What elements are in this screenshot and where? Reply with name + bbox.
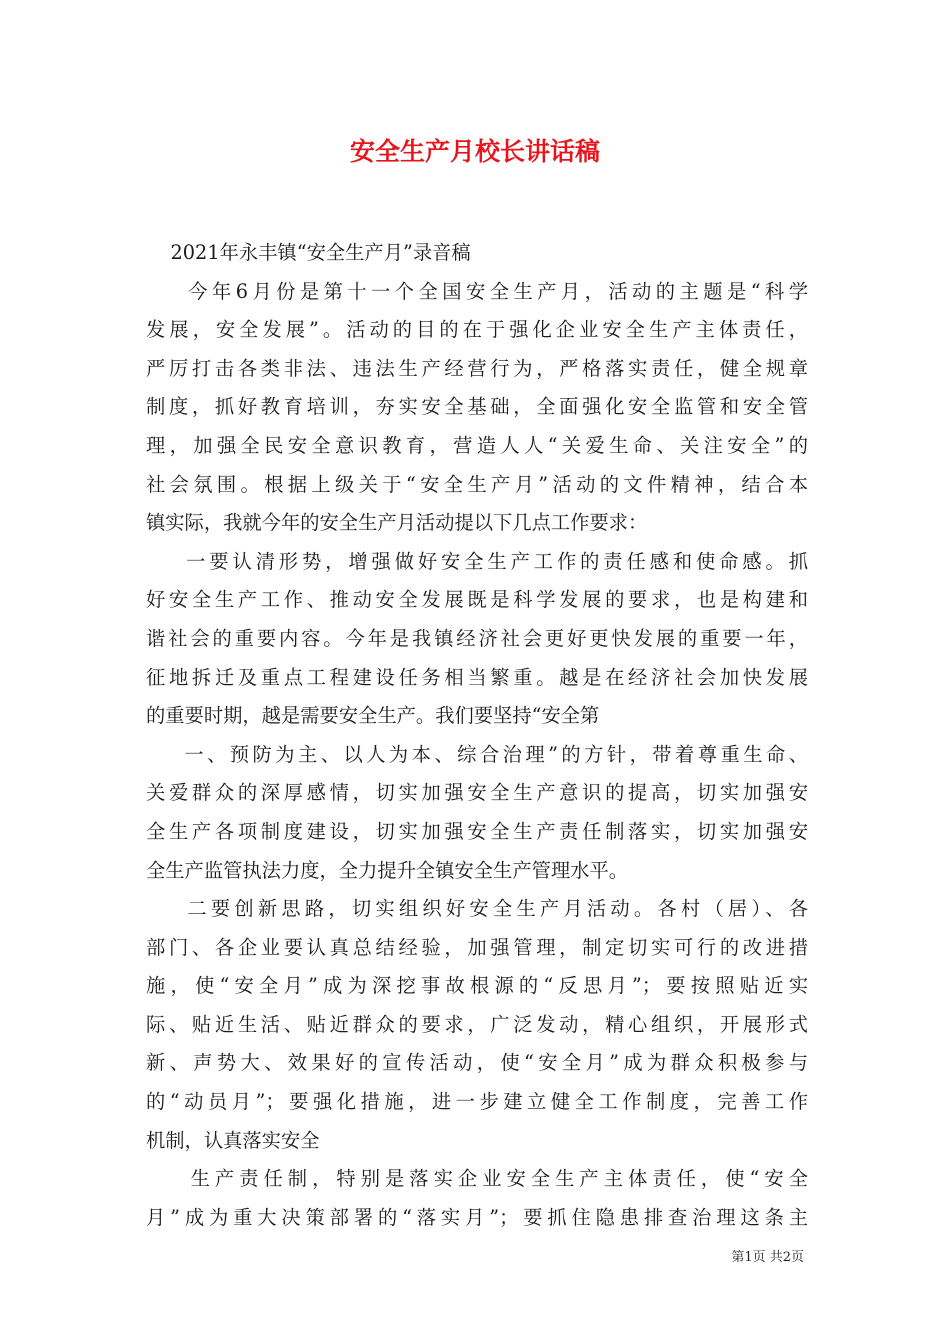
text-line: 施，使“安全月”成为深挖事故根源的“反思月”；要按照贴近实	[146, 974, 808, 998]
text-line: 际、贴近生活、贴近群众的要求，广泛发动，精心组织，开展形式	[146, 1012, 808, 1036]
text-line: 严厉打击各类非法、违法生产经营行为，严格落实责任，健全规章	[146, 356, 808, 380]
text-line: 制度，抓好教育培训，夯实安全基础，全面强化安全监管和安全管	[146, 395, 808, 419]
text-line: 谐社会的重要内容。今年是我镇经济社会更好更快发展的重要一年，	[146, 626, 808, 650]
text-line: 月”成为重大决策部署的“落实月”；要抓住隐患排查治理这条主	[146, 1205, 808, 1229]
text-line: 机制，认真落实安全	[146, 1128, 320, 1152]
document-title: 安全生产月校长讲话稿	[349, 137, 600, 166]
text-line: 今年6月份是第十一个全国安全生产月，活动的主题是“科学	[146, 279, 808, 303]
text-line: 关爱群众的深厚感情，切实加强安全生产意识的提高，切实加强安	[146, 781, 808, 805]
text-line: 好安全生产工作、推动安全发展既是科学发展的要求，也是构建和	[146, 588, 808, 612]
text-line: 的“动员月”；要强化措施，进一步建立健全工作制度，完善工作	[146, 1090, 808, 1114]
text-line: 一、预防为主、以人为本、综合治理”的方针，带着尊重生命、	[146, 742, 808, 766]
text-line: 生产责任制，特别是落实企业安全生产主体责任，使“安全	[146, 1167, 808, 1191]
page-number: 第1页 共2页	[731, 1250, 804, 1265]
text-line: 的重要时期，越是需要安全生产。我们要坚持“安全第	[146, 704, 600, 728]
text-line: 一要认清形势，增强做好安全生产工作的责任感和使命感。抓	[146, 549, 808, 573]
text-line: 理，加强全民安全意识教育，营造人人“关爱生命、关注安全”的	[146, 433, 808, 457]
text-line: 社会氛围。根据上级关于“安全生产月”活动的文件精神，结合本	[146, 472, 808, 496]
text-line: 部门、各企业要认真总结经验，加强管理，制定切实可行的改进措	[146, 935, 808, 959]
text-line: 2021年永丰镇“安全生产月”录音稿	[146, 241, 471, 264]
text-line: 全生产监管执法力度，全力提升全镇安全生产管理水平。	[146, 858, 629, 882]
text-line: 二要创新思路，切实组织好安全生产月活动。各村（居）、各	[146, 897, 808, 921]
text-line: 镇实际，我就今年的安全生产月活动提以下几点工作要求：	[146, 511, 648, 535]
text-line: 新、声势大、效果好的宣传活动，使“安全月”成为群众积极参与	[146, 1051, 808, 1075]
document-body	[146, 234, 808, 1237]
text-line: 全生产各项制度建设，切实加强安全生产责任制落实，切实加强安	[146, 819, 808, 843]
text-line: 发展，安全发展”。活动的目的在于强化企业安全生产主体责任，	[146, 318, 808, 342]
text-line: 征地拆迁及重点工程建设任务相当繁重。越是在经济社会加快发展	[146, 665, 808, 689]
